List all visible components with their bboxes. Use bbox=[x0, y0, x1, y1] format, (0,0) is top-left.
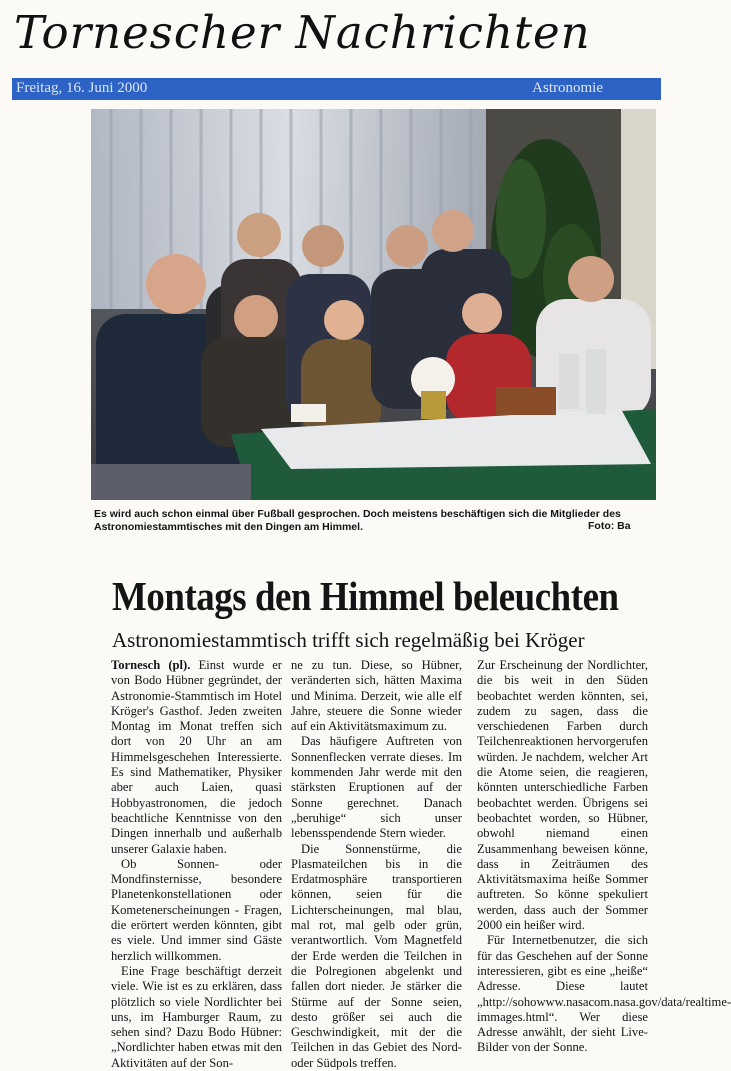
group-photo-image bbox=[91, 109, 656, 500]
article-subheadline: Astronomiestammtisch trifft sich regelmäßig bei Kröger bbox=[112, 628, 585, 652]
article-column-2 bbox=[291, 658, 462, 1071]
photo-credit: Foto: Ba bbox=[588, 520, 631, 532]
article-column-1 bbox=[111, 658, 282, 1071]
paragraph-text: Einst wurde er von Bodo Hübner gegründet, der Astronomie-Stammtisch im Hotel Kröger's Gasthof. Jeden zweiten Montag im Monat treffen sich dort von 20 Uhr an am Himmelsgeschehen Interessierte. Es sind Mathematiker, Physiker aber auch Laien, quasi Hobbyastronomen, die jedoch beachtliche Kenntnisse von den Dingen innerhalb und außerhalb unserer Galaxie haben. bbox=[111, 658, 282, 856]
article-paragraph: Eine Frage beschäftigt derzeit viele. Wie ist es zu erklären, dass plötzlich so viele Nordlichter bei uns, im Hamburger Raum, zu sehen sind? Dazu Bodo Hübner: „Nordlichter haben etwas mit den Aktivitäten auf der Son- bbox=[111, 963, 282, 1070]
article-paragraph: Die Sonnenstürme, die Plasmateilchen bis in die Erdatmosphäre transportieren können, seien für die Lichterscheinungen, mal blau, mal rot, mal gelb oder grün, verantwortlich. Vom Magnetfeld der Erde werden die Teilchen in die Polregionen abgelenkt und fallen dort nieder. Je stärker die Stürme auf der Sonne seien, desto größer sei auch die Geschwindigkeit, mit der die Teilchen in das Gebiet des Nord- oder Südpols treffen. bbox=[291, 841, 462, 1070]
article-paragraph: Für Internetbenutzer, die sich für das Geschehen auf der Sonne interessieren, gibt es eine „heiße“ Adresse. Diese lautet „http://sohowww.nasacom.nasa.gov/data/realtime-immages.html“. Wer diese Adresse anwählt, der sieht Live-Bilder von der Sonne. bbox=[477, 933, 731, 1055]
dateline: Tornesch (pl). bbox=[111, 658, 191, 672]
section-label: Astronomie bbox=[532, 80, 603, 96]
article-headline: Montags den Himmel beleuchten bbox=[112, 573, 619, 619]
masthead bbox=[0, 0, 661, 76]
group-photo bbox=[91, 109, 656, 500]
article-column-3 bbox=[477, 658, 731, 1056]
issue-date: Freitag, 16. Juni 2000 bbox=[16, 80, 148, 96]
article-paragraph: Zur Erscheinung der Nordlichter, die bis weit in den Süden beobachtet werden könnten, sei, zudem zu sagen, dass die verschiedenen Farben durch Teilchenreaktionen hervorgerufen würden. Je nachdem, welcher Art die Atome seien, die reagieren, könnten unterschiedliche Farben beobachtet werden. Übrigens sei beobachtet worden, so Hübner, obwohl niemand einen Zusammenhang beweisen könne, dass in Zeiträumen des Aktivitätsmaxima heiße Sommer auftreten. So könne spekuliert werden, dass auch der Sommer 2000 ein heißer wird. bbox=[477, 658, 648, 933]
article-paragraph bbox=[111, 658, 282, 857]
article-paragraph: Ob Sonnen- oder Mondfinsternisse, besondere Planetenkonstellationen oder Kometenerscheinungen - Fragen, die erörtert werden könnten, gibt es viele. Und immer sind Gäste herzlich willkommen. bbox=[111, 856, 282, 963]
article-paragraph: ne zu tun. Diese, so Hübner, veränderten sich, hätten Maxima und Minima. Derzeit, wie alle elf Jahre, steuere die Sonne wieder auf ein Aktivitätsmaximum zu. bbox=[291, 658, 462, 734]
newspaper-title: Tornescher Nachrichten bbox=[14, 6, 591, 59]
photo-caption: Es wird auch schon einmal über Fußball gesprochen. Doch meistens beschäftigen sich die Mitglieder des Astronomiestammtisches mit den Dingen am Himmel. bbox=[94, 508, 621, 533]
article-paragraph: Das häufigere Auftreten von Sonnenflecken verrate dieses. Im kommenden Jahr werde mit den stärksten Eruptionen auf der Sonne gerechnet. Danach „beruhige“ sich unser lebensspendende Stern wieder. bbox=[291, 734, 462, 841]
date-bar bbox=[12, 78, 661, 100]
